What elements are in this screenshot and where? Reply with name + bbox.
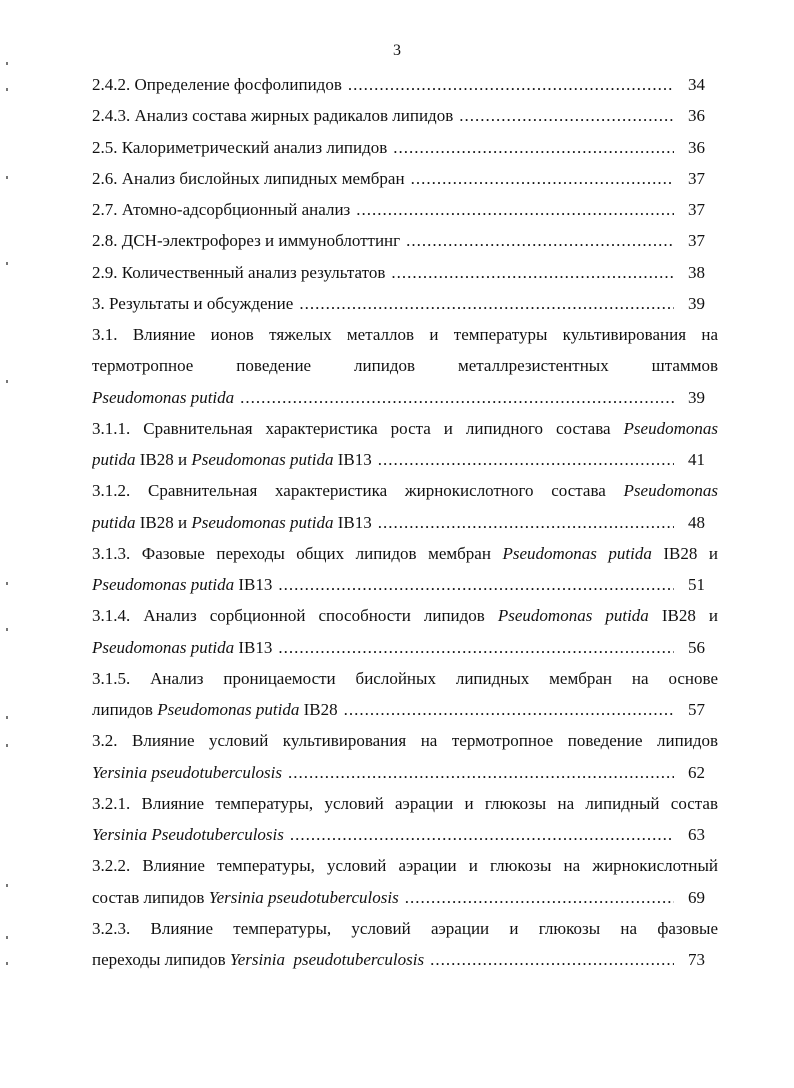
toc-entry bbox=[92, 163, 718, 194]
toc-entry-line bbox=[92, 507, 718, 538]
toc-entry bbox=[92, 413, 718, 476]
toc-entry-number: 3.1.1. bbox=[92, 418, 131, 438]
toc-page-number: 56 bbox=[688, 637, 705, 657]
toc-entry-line bbox=[92, 694, 718, 725]
toc-entry-number: 3.2. bbox=[92, 731, 118, 751]
toc-text-fragment: состав липидов bbox=[92, 887, 209, 907]
toc-page-number: 57 bbox=[688, 700, 705, 719]
toc-entry bbox=[92, 69, 718, 100]
toc-entry-line bbox=[92, 725, 718, 756]
toc-entry-line bbox=[92, 788, 718, 819]
toc-text-fragment: Pseudomonas putida bbox=[92, 637, 235, 657]
toc-entry-line bbox=[92, 757, 718, 788]
toc-text-fragment: putida bbox=[92, 512, 136, 532]
toc-text-fragment: Yersinia pseudotuberculosis bbox=[208, 887, 399, 907]
dot-leader bbox=[391, 257, 674, 288]
toc-entry-line bbox=[92, 663, 718, 694]
toc-page-number: 69 bbox=[688, 887, 705, 907]
toc-entry bbox=[92, 913, 718, 976]
dot-leader bbox=[288, 757, 674, 788]
toc-text-fragment: IB13 bbox=[333, 450, 372, 469]
toc-entry-line bbox=[92, 163, 718, 194]
toc-page-number: 37 bbox=[688, 231, 705, 251]
toc-entry-line bbox=[92, 538, 718, 569]
toc-entry bbox=[92, 850, 718, 913]
dot-leader bbox=[378, 507, 674, 538]
toc-text-fragment: IB28 и bbox=[135, 450, 192, 469]
dot-leader bbox=[430, 944, 674, 975]
toc-page-number: 62 bbox=[688, 762, 705, 782]
toc-page-number: 41 bbox=[688, 450, 705, 469]
toc-text-fragment: putida bbox=[92, 450, 136, 469]
toc-text-fragment: липидов bbox=[92, 700, 158, 719]
toc-text-fragment: Pseudomonas putida bbox=[191, 512, 334, 532]
toc-page-number: 73 bbox=[688, 950, 705, 969]
toc-text-fragment: Pseudomonas putida bbox=[502, 543, 652, 563]
toc-entry-line bbox=[92, 944, 718, 975]
toc-text-fragment: Сравнительная характеристика жирнокислотного состава bbox=[148, 481, 624, 501]
toc-page-number: 36 bbox=[688, 106, 705, 126]
toc-entry-line bbox=[92, 569, 718, 600]
toc-entry-line bbox=[92, 69, 718, 100]
toc-entry-number: 3.2.2. bbox=[92, 856, 131, 876]
toc-text-fragment: Yersinia pseudotuberculosis bbox=[92, 762, 283, 782]
toc-text-fragment: Pseudomonas putida bbox=[497, 606, 649, 626]
toc-entry-number: 2.9. bbox=[92, 262, 122, 282]
toc-entry-number: 3.2.3. bbox=[92, 918, 131, 938]
toc-entry-number: 2.5. bbox=[92, 137, 122, 157]
page-number: 3 bbox=[393, 42, 401, 59]
dot-leader bbox=[299, 288, 674, 319]
toc-text-fragment: IB28 bbox=[299, 700, 338, 719]
toc-text-fragment: IB28 и bbox=[648, 606, 718, 626]
toc-entry-line bbox=[92, 600, 718, 631]
toc-text-fragment: Сравнительная характеристика роста и липидного состава bbox=[143, 418, 624, 438]
toc-entry-line bbox=[92, 913, 718, 944]
toc-entry-line bbox=[92, 288, 718, 319]
dot-leader bbox=[393, 132, 674, 163]
toc-entry-number: 2.8. bbox=[92, 231, 122, 251]
dot-leader bbox=[290, 819, 674, 850]
toc-text-fragment: Влияние температуры, условий аэрации и глюкозы на жирнокислотный bbox=[142, 856, 718, 876]
toc-entry-number: 3. bbox=[92, 293, 109, 313]
dot-leader bbox=[278, 632, 674, 663]
toc-text-fragment: Yersinia pseudotuberculosis bbox=[229, 950, 425, 969]
toc-page-number: 51 bbox=[688, 575, 705, 594]
dot-leader bbox=[406, 225, 674, 256]
dot-leader bbox=[378, 444, 674, 475]
toc-entry bbox=[92, 725, 718, 788]
toc-entry-line bbox=[92, 850, 718, 881]
toc-entry-line bbox=[92, 225, 718, 256]
toc-entry bbox=[92, 194, 718, 225]
toc-entry bbox=[92, 132, 718, 163]
dot-leader bbox=[348, 69, 674, 100]
dot-leader bbox=[405, 882, 674, 913]
toc-text-fragment: Pseudomonas bbox=[623, 418, 718, 438]
toc-entry-line bbox=[92, 350, 718, 381]
toc-entry-line bbox=[92, 194, 718, 225]
table-of-contents bbox=[92, 69, 718, 975]
toc-entry-line bbox=[92, 382, 718, 413]
toc-text-fragment: Влияние температуры, условий аэрации и глюкозы на липидный состав bbox=[141, 793, 718, 813]
toc-text-fragment: Влияние условий культивирования на термотропное поведение липидов bbox=[132, 731, 718, 751]
toc-entry bbox=[92, 663, 718, 726]
toc-text-fragment: Фазовые переходы общих липидов мембран bbox=[141, 543, 503, 563]
toc-entry-number: 3.1.2. bbox=[92, 481, 131, 501]
dot-leader bbox=[411, 163, 674, 194]
toc-text-fragment: Результаты и обсуждение bbox=[109, 293, 294, 313]
toc-entry bbox=[92, 319, 718, 413]
toc-entry bbox=[92, 288, 718, 319]
toc-text-fragment: Калориметрический анализ липидов bbox=[121, 137, 388, 157]
dot-leader bbox=[278, 569, 674, 600]
toc-entry-number: 3.1.4. bbox=[92, 606, 131, 626]
toc-entry-line bbox=[92, 819, 718, 850]
dot-leader bbox=[344, 694, 674, 725]
toc-text-fragment: Yersinia Pseudotuberculosis bbox=[92, 825, 284, 844]
margin-scan-specks bbox=[4, 0, 12, 1088]
toc-entry-number: 3.1. bbox=[92, 325, 118, 344]
toc-entry-number: 2.6. bbox=[92, 168, 122, 188]
toc-entry bbox=[92, 100, 718, 131]
toc-text-fragment: Количественный анализ результатов bbox=[121, 262, 386, 282]
toc-entry-line bbox=[92, 100, 718, 131]
toc-entry-number: 3.1.3. bbox=[92, 543, 131, 563]
toc-text-fragment: Влияние ионов тяжелых металлов и температуры культивирования на bbox=[132, 325, 718, 344]
toc-entry-line bbox=[92, 132, 718, 163]
toc-page-number: 39 bbox=[688, 387, 705, 407]
toc-entry-number: 2.4.2. bbox=[92, 75, 135, 94]
toc-text-fragment: Pseudomonas putida bbox=[92, 575, 235, 594]
toc-text-fragment: термотропное поведение липидов металлрезистентных штаммов bbox=[92, 356, 718, 376]
toc-entry-number: 3.1.5. bbox=[92, 668, 131, 688]
toc-text-fragment: Анализ бислойных липидных мембран bbox=[121, 168, 405, 188]
dot-leader bbox=[459, 100, 674, 131]
dot-leader bbox=[240, 382, 674, 413]
toc-entry-line bbox=[92, 444, 718, 475]
toc-entry bbox=[92, 225, 718, 256]
toc-entry bbox=[92, 538, 718, 601]
toc-entry-line bbox=[92, 475, 718, 506]
toc-text-fragment: IB13 bbox=[234, 637, 273, 657]
toc-text-fragment: переходы липидов bbox=[92, 950, 230, 969]
toc-entry-line bbox=[92, 257, 718, 288]
toc-text-fragment: Pseudomonas putida bbox=[191, 450, 334, 469]
toc-entry-line bbox=[92, 882, 718, 913]
dot-leader bbox=[356, 194, 674, 225]
toc-text-fragment: Pseudomonas putida bbox=[157, 700, 300, 719]
toc-text-fragment: Pseudomonas putida bbox=[92, 387, 235, 407]
toc-page-number: 39 bbox=[688, 293, 705, 313]
toc-entry bbox=[92, 788, 718, 851]
toc-entry bbox=[92, 257, 718, 288]
toc-entry-number: 3.2.1. bbox=[92, 793, 131, 813]
toc-text-fragment: Атомно-адсорбционный анализ bbox=[121, 200, 351, 219]
toc-text-fragment: ДСН-электрофорез и иммуноблоттинг bbox=[121, 231, 401, 251]
toc-page-number: 37 bbox=[688, 168, 705, 188]
toc-entry-line bbox=[92, 632, 718, 663]
toc-entry bbox=[92, 475, 718, 538]
toc-entry bbox=[92, 600, 718, 663]
toc-text-fragment: IB13 bbox=[333, 512, 372, 532]
toc-entry-line bbox=[92, 413, 718, 444]
toc-text-fragment: Pseudomonas bbox=[623, 481, 718, 501]
toc-text-fragment: Анализ сорбционной способности липидов bbox=[143, 606, 498, 626]
toc-page-number: 48 bbox=[688, 512, 705, 532]
toc-text-fragment: Анализ проницаемости бислойных липидных мембран на основе bbox=[150, 668, 718, 688]
toc-entry-number: 2.7. bbox=[92, 200, 122, 219]
toc-text-fragment: IB28 и bbox=[651, 543, 718, 563]
toc-text-fragment: IB28 и bbox=[135, 512, 192, 532]
toc-text-fragment: Определение фосфолипидов bbox=[134, 75, 342, 94]
toc-text-fragment: IB13 bbox=[234, 575, 273, 594]
toc-text-fragment: Влияние температуры, условий аэрации и глюкозы на фазовые bbox=[150, 918, 718, 938]
toc-page-number: 36 bbox=[688, 137, 705, 157]
toc-entry-number: 2.4.3. bbox=[92, 106, 135, 126]
toc-page-number: 38 bbox=[688, 262, 705, 282]
toc-text-fragment: Анализ состава жирных радикалов липидов bbox=[134, 106, 454, 126]
toc-page-number: 34 bbox=[688, 75, 705, 94]
toc-entry-line bbox=[92, 319, 718, 350]
toc-page-number: 63 bbox=[688, 825, 705, 844]
toc-page-number: 37 bbox=[688, 200, 705, 219]
